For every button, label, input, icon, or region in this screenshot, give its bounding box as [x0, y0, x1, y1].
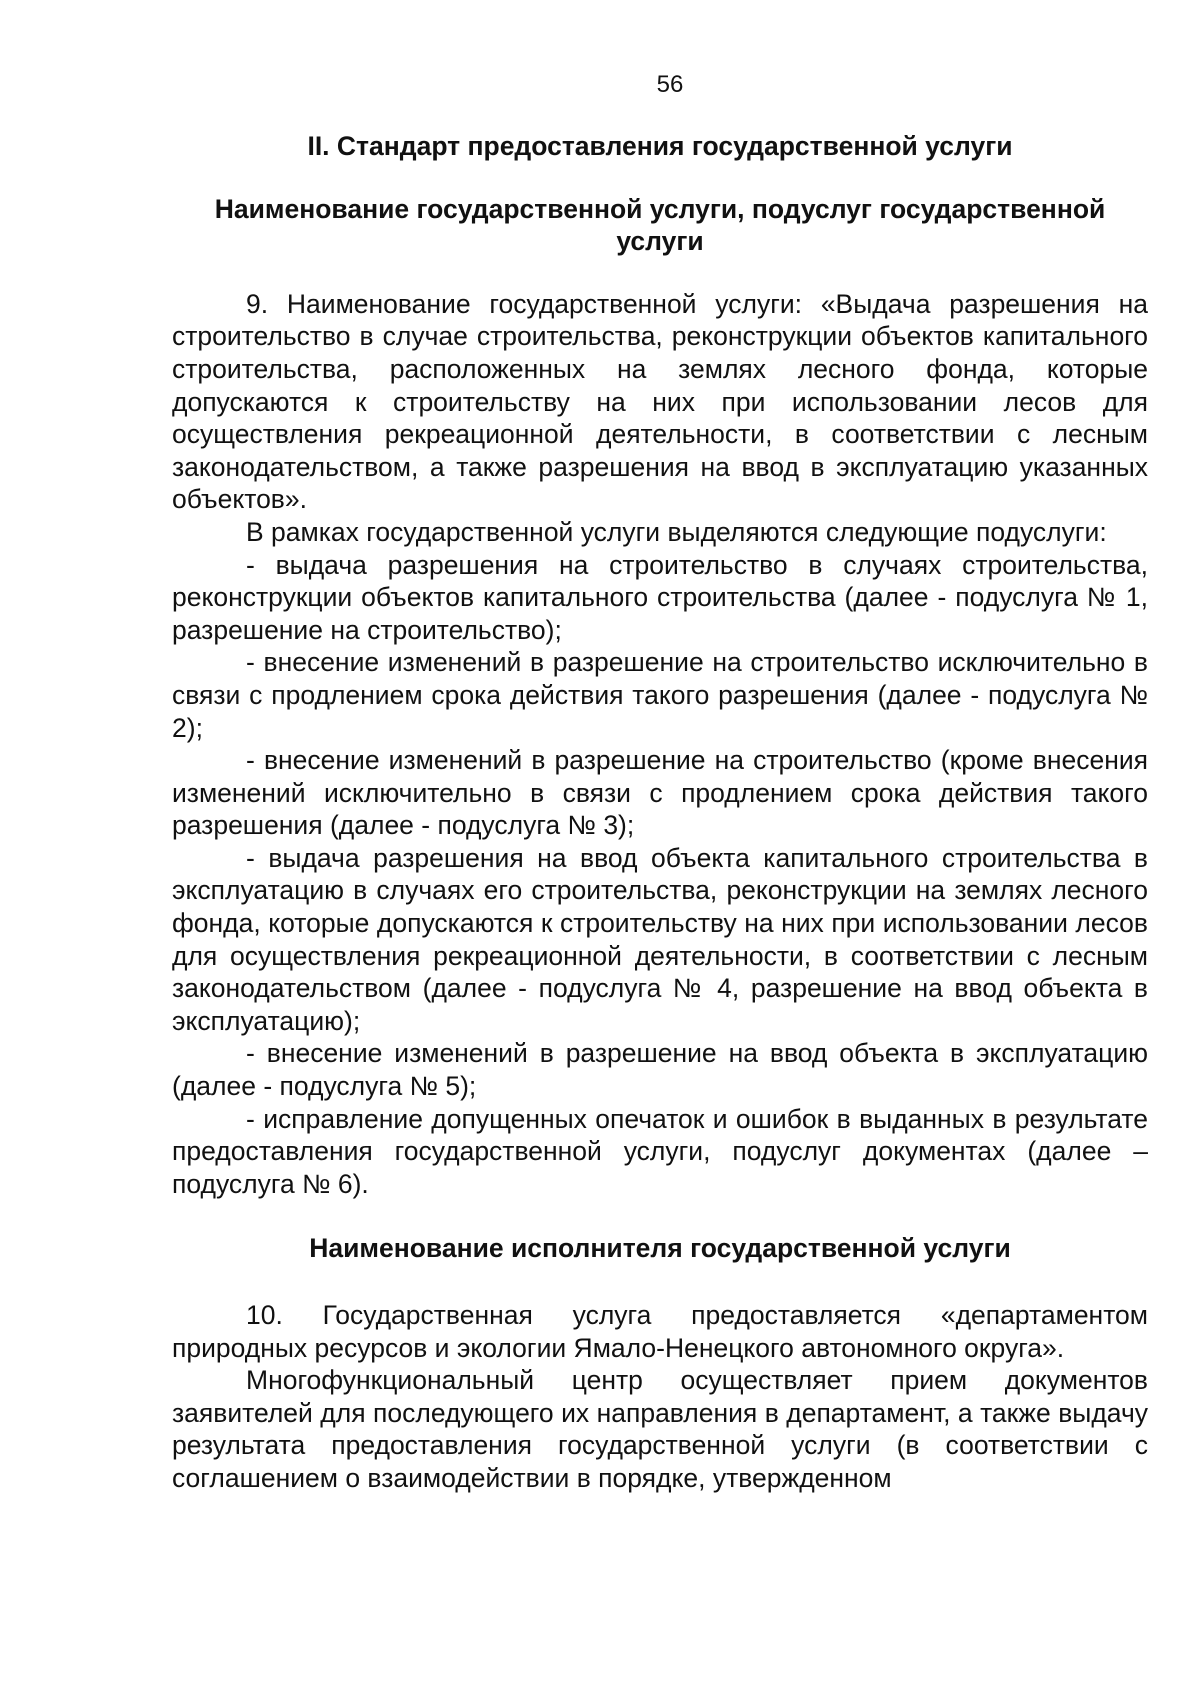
list-item-subservice-6: - исправление допущенных опечаток и ошибок в выданных в результате предоставления государственной услуги, подуслуг документах (далее – подуслуга № 6).: [172, 1103, 1148, 1199]
page-number: 56: [656, 71, 684, 98]
section-title: II. Стандарт предоставления государственной услуги: [307, 131, 1013, 161]
list-item-subservice-2: - внесение изменений в разрешение на строительство исключительно в связи с продлением срока действия такого разрешения (далее - подуслуга № 2);: [172, 647, 1148, 743]
document-content: [172, 70, 1148, 1495]
paragraph-mfc: Многофункциональный центр осуществляет прием документов заявителей для последующего их направления в департамент, а также выдачу результата предоставления государственной услуги (в соответствии с соглашением о взаимодействии в порядке, утвержденном: [172, 1365, 1148, 1493]
heading-service-name: Наименование государственной услуги, подуслуг государственной услуги: [214, 193, 1106, 257]
list-item-subservice-1: - выдача разрешения на строительство в случаях строительства, реконструкции объектов капитального строительства (далее - подуслуга № 1, разрешение на строительство);: [172, 549, 1148, 645]
list-item-subservice-3: - внесение изменений в разрешение на строительство (кроме внесения изменений исключительно в связи с продлением срока действия такого разрешения (далее - подуслуга № 3);: [172, 745, 1148, 841]
list-item-subservice-5: - внесение изменений в разрешение на ввод объекта в эксплуатацию (далее - подуслуга № 5);: [172, 1038, 1148, 1102]
paragraph-10: 10. Государственная услуга предоставляется «департаментом природных ресурсов и экологии Ямало-Ненецкого автономного округа».: [172, 1300, 1148, 1363]
list-item-subservice-4: - выдача разрешения на ввод объекта капитального строительства в эксплуатацию в случаях его строительства, реконструкции на землях лесного фонда, которые допускаются к строительству на них при использовании лесов для осуществления рекреационной деятельности, в соответствии с лесным законодательством (далее - подуслуга № 4, разрешение на ввод объекта в эксплуатацию);: [172, 842, 1148, 1036]
heading-executor: Наименование исполнителя государственной услуги: [309, 1233, 1011, 1264]
paragraph-subservices-intro: В рамках государственной услуги выделяются следующие подуслуги:: [246, 516, 1107, 547]
paragraph-9: 9. Наименование государственной услуги: «Выдача разрешения на строительство в случае строительства, реконструкции объектов капитального строительства, расположенных на землях лесного фонда, которые допускаются к строительству на них при использовании лесов для осуществления рекреационной деятельности, в соответствии с лесным законодательством, а также разрешения на ввод в эксплуатацию указанных объектов».: [172, 288, 1148, 515]
